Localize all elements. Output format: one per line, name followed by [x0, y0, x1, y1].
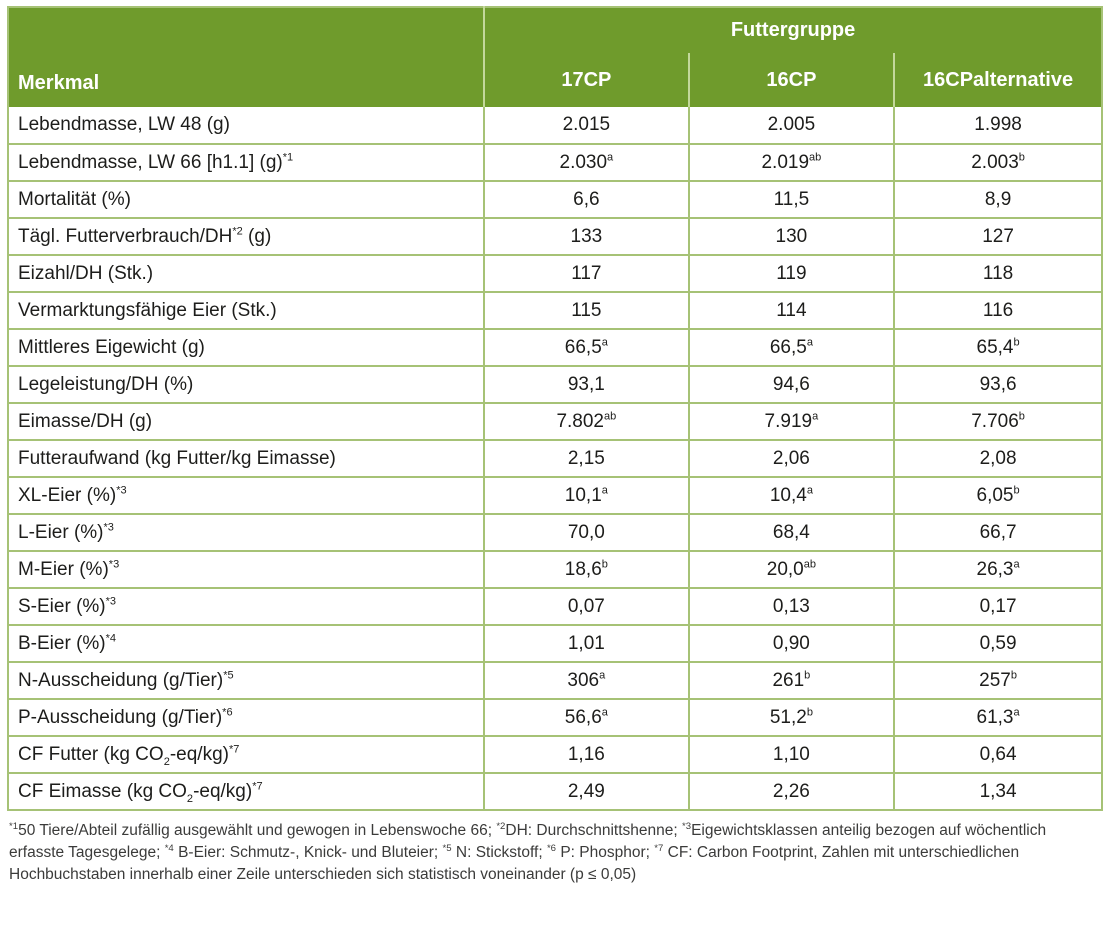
- table-row: [8, 736, 1102, 773]
- sup-segment: ab: [603, 410, 617, 423]
- cell-value: [689, 625, 895, 662]
- text-segment: 118: [982, 262, 1014, 284]
- cell-value: [689, 588, 895, 625]
- text-segment: 2,49: [567, 780, 605, 802]
- cell-value: [689, 366, 895, 403]
- table-row: [8, 625, 1102, 662]
- table-row: [8, 107, 1102, 144]
- text-segment: 66,5: [769, 336, 807, 358]
- text-segment: 2.003: [971, 151, 1019, 173]
- table-row: [8, 144, 1102, 181]
- sup-segment: a: [599, 669, 606, 682]
- text-segment: Lebendmasse, LW 66 [h1.1] (g): [18, 151, 283, 173]
- cell-value: [484, 736, 689, 773]
- row-label: [8, 551, 484, 588]
- row-label: [8, 477, 484, 514]
- text-segment: 1.998: [974, 114, 1022, 135]
- cell-value: [689, 144, 895, 181]
- table-row: [8, 514, 1102, 551]
- sup-segment: a: [601, 484, 608, 497]
- cell-value: [484, 181, 689, 218]
- text-segment: 20,0: [766, 558, 804, 580]
- text-segment: 8,9: [984, 188, 1012, 210]
- text-segment: Eigewichtsklassen anteilig bezogen auf wöchentlich erfasste Tagesgelege;: [9, 822, 1047, 861]
- table-row: [8, 218, 1102, 255]
- sup-segment: *1: [9, 820, 19, 832]
- text-segment: CF Futter (kg CO: [18, 743, 164, 765]
- cell-value: [894, 773, 1102, 810]
- cell-value: [894, 181, 1102, 218]
- text-segment: 2,26: [772, 780, 810, 802]
- text-segment: 117: [571, 262, 602, 284]
- sup-segment: b: [1018, 151, 1025, 164]
- sub-segment: 2: [186, 792, 194, 805]
- text-segment: 0,59: [979, 632, 1017, 654]
- sup-segment: *7: [228, 743, 240, 756]
- text-segment: 10,1: [564, 484, 602, 506]
- text-segment: 26,3: [976, 558, 1014, 580]
- text-segment: 66,5: [564, 336, 602, 358]
- sup-segment: a: [806, 484, 813, 497]
- row-label: [8, 736, 484, 773]
- row-label: [8, 255, 484, 292]
- text-segment: 0,90: [772, 632, 810, 654]
- cell-value: [484, 773, 689, 810]
- cell-value: [689, 292, 895, 329]
- text-segment: 2,15: [567, 447, 605, 469]
- cell-value: [894, 218, 1102, 255]
- text-segment: Mortalität (%): [18, 188, 131, 210]
- text-segment: 7.706: [971, 410, 1019, 432]
- text-segment: -eq/kg): [169, 743, 229, 765]
- text-segment: 65,4: [976, 336, 1014, 358]
- sup-segment: a: [806, 336, 813, 349]
- cell-value: [689, 662, 895, 699]
- text-segment: N: Stickstoff;: [451, 844, 547, 861]
- cell-value: [484, 699, 689, 736]
- cell-value: [894, 514, 1102, 551]
- cell-value: [484, 477, 689, 514]
- cell-value: [689, 440, 895, 477]
- text-segment: Eizahl/DH (Stk.): [18, 262, 154, 284]
- sup-segment: a: [812, 410, 819, 423]
- cell-value: [689, 403, 895, 440]
- row-label: [8, 514, 484, 551]
- sup-segment: *4: [164, 842, 174, 854]
- text-segment: 133: [570, 225, 603, 247]
- cell-value: [484, 366, 689, 403]
- table-row: [8, 773, 1102, 810]
- text-segment: 119: [776, 262, 807, 284]
- sup-segment: ab: [803, 558, 817, 571]
- text-segment: 50 Tiere/Abteil zufällig ausgewählt und gewogen in Lebenswoche 66;: [18, 822, 497, 839]
- text-segment: 1,16: [567, 743, 605, 765]
- sup-segment: *5: [442, 842, 452, 854]
- text-segment: 0,07: [567, 595, 605, 617]
- sup-segment: a: [1013, 558, 1020, 571]
- text-segment: 56,6: [564, 706, 602, 728]
- sup-segment: *3: [116, 484, 127, 497]
- sup-segment: *2: [496, 820, 506, 832]
- table-row: [8, 551, 1102, 588]
- text-segment: 127: [982, 225, 1014, 247]
- cell-value: [894, 144, 1102, 181]
- row-label: [8, 662, 484, 699]
- table-row: [8, 699, 1102, 736]
- text-segment: 1,34: [979, 780, 1017, 802]
- text-segment: 2.030: [559, 151, 608, 173]
- cell-value: [484, 588, 689, 625]
- text-segment: 1,01: [567, 632, 605, 654]
- cell-value: [894, 699, 1102, 736]
- cell-value: [894, 477, 1102, 514]
- cell-value: [484, 440, 689, 477]
- text-segment: 0,13: [772, 595, 810, 617]
- row-label: [8, 625, 484, 662]
- row-label: [8, 366, 484, 403]
- sup-segment: b: [1018, 410, 1025, 423]
- text-segment: Futteraufwand (kg Futter/kg Eimasse): [18, 447, 336, 469]
- sup-segment: *2: [232, 225, 243, 238]
- text-segment: 7.919: [764, 410, 813, 432]
- sup-segment: *7: [252, 780, 263, 793]
- cell-value: [484, 403, 689, 440]
- sub-segment: 2: [163, 755, 170, 768]
- cell-value: [894, 662, 1102, 699]
- sup-segment: *3: [682, 820, 692, 832]
- cell-value: [689, 477, 895, 514]
- text-segment: P-Ausscheidung (g/Tier): [18, 706, 223, 728]
- row-label: [8, 403, 484, 440]
- row-label: [8, 107, 484, 144]
- text-segment: N-Ausscheidung (g/Tier): [18, 669, 224, 691]
- cell-value: [894, 366, 1102, 403]
- column-header-17cp: 17CP: [484, 53, 689, 107]
- sup-segment: b: [804, 669, 811, 682]
- row-label: [8, 181, 484, 218]
- cell-value: [484, 662, 689, 699]
- table-body: [8, 107, 1102, 810]
- column-header-merkmal: Merkmal: [8, 7, 484, 107]
- text-segment: L-Eier (%): [18, 521, 104, 543]
- text-segment: 94,6: [772, 373, 810, 395]
- table-row: [8, 440, 1102, 477]
- sup-segment: b: [601, 558, 608, 571]
- text-segment: 2.005: [767, 114, 816, 135]
- text-segment: 7.802: [556, 410, 604, 432]
- text-segment: B-Eier: Schmutz-, Knick- und Bluteier;: [173, 844, 443, 861]
- text-segment: Eimasse/DH (g): [18, 410, 153, 432]
- text-segment: 61,3: [976, 706, 1014, 728]
- text-segment: 70,0: [567, 521, 605, 543]
- cell-value: [484, 625, 689, 662]
- text-segment: Mittleres Eigewicht (g): [18, 336, 205, 358]
- sup-segment: *3: [108, 558, 120, 571]
- cell-value: [689, 107, 895, 144]
- text-segment: 114: [776, 299, 807, 321]
- text-segment: 66,7: [979, 521, 1017, 543]
- text-segment: 1,10: [772, 743, 810, 765]
- text-segment: 306: [567, 669, 600, 691]
- text-segment: Lebendmasse, LW 48 (g): [18, 114, 230, 135]
- text-segment: 93,6: [979, 373, 1017, 395]
- cell-value: [894, 588, 1102, 625]
- sup-segment: *5: [223, 669, 234, 682]
- sup-segment: *7: [654, 842, 664, 854]
- sup-segment: ab: [809, 151, 822, 164]
- cell-value: [689, 773, 895, 810]
- text-segment: 2,08: [979, 447, 1017, 469]
- cell-value: [484, 144, 689, 181]
- cell-value: [689, 736, 895, 773]
- table-header: [8, 7, 1102, 107]
- cell-value: [484, 514, 689, 551]
- text-segment: B-Eier (%): [18, 632, 106, 654]
- text-segment: 6,6: [573, 188, 600, 210]
- sup-segment: a: [601, 706, 608, 719]
- table-row: [8, 662, 1102, 699]
- text-segment: XL-Eier (%): [18, 484, 117, 506]
- cell-value: [484, 551, 689, 588]
- cell-value: [894, 403, 1102, 440]
- sup-segment: *6: [546, 842, 557, 854]
- cell-value: [689, 255, 895, 292]
- text-segment: M-Eier (%): [18, 558, 109, 580]
- table-row: [8, 403, 1102, 440]
- cell-value: [894, 625, 1102, 662]
- row-label: [8, 588, 484, 625]
- sup-segment: *1: [282, 151, 294, 164]
- text-segment: S-Eier (%): [18, 595, 106, 617]
- text-segment: 2.015: [562, 114, 611, 135]
- sup-segment: b: [806, 706, 813, 719]
- text-segment: P: Phosphor;: [556, 844, 655, 861]
- footnote: [9, 820, 1101, 886]
- cell-value: [689, 699, 895, 736]
- sup-segment: *3: [105, 595, 117, 608]
- row-label: [8, 699, 484, 736]
- text-segment: 257: [979, 669, 1011, 691]
- cell-value: [484, 255, 689, 292]
- cell-value: [894, 329, 1102, 366]
- cell-value: [689, 218, 895, 255]
- row-label: [8, 292, 484, 329]
- row-label: [8, 218, 484, 255]
- sup-segment: *4: [105, 632, 117, 645]
- text-segment: Tägl. Futterverbrauch/DH: [18, 225, 233, 247]
- futtergruppe-table: [7, 6, 1103, 811]
- text-segment: 261: [772, 669, 805, 691]
- column-group-futtergruppe: Futtergruppe: [484, 7, 1102, 53]
- sup-segment: *6: [222, 706, 233, 719]
- cell-value: [894, 292, 1102, 329]
- table-row: [8, 292, 1102, 329]
- cell-value: [689, 551, 895, 588]
- sup-segment: a: [607, 151, 614, 164]
- cell-value: [894, 736, 1102, 773]
- text-segment: 51,2: [769, 706, 807, 728]
- cell-value: [689, 329, 895, 366]
- sup-segment: b: [1013, 484, 1020, 497]
- table-row: [8, 588, 1102, 625]
- text-segment: CF: Carbon Footprint, Zahlen mit unterschiedlichen Hochbuchstaben innerhalb einer Zeile unterschieden sich statistisch voneinander (p ≤ 0,05): [9, 844, 1020, 883]
- text-segment: 2,06: [772, 447, 810, 469]
- cell-value: [894, 440, 1102, 477]
- text-segment: DH: Durchschnittshenne;: [505, 822, 683, 839]
- cell-value: [484, 292, 689, 329]
- header-group-row: [8, 7, 1102, 53]
- text-segment: CF Eimasse (kg CO: [18, 780, 187, 802]
- text-segment: 130: [775, 225, 808, 247]
- table-row: [8, 477, 1102, 514]
- text-segment: 115: [571, 299, 602, 321]
- table-row: [8, 255, 1102, 292]
- cell-value: [484, 329, 689, 366]
- table-row: [8, 329, 1102, 366]
- row-label: [8, 440, 484, 477]
- cell-value: [894, 551, 1102, 588]
- text-segment: 18,6: [564, 558, 602, 580]
- cell-value: [689, 181, 895, 218]
- column-header-16cp: 16CP: [689, 53, 895, 107]
- sup-segment: *3: [103, 521, 114, 534]
- text-segment: 2.019: [761, 151, 810, 173]
- sup-segment: b: [1010, 669, 1017, 682]
- sup-segment: a: [601, 336, 608, 349]
- text-segment: 11,5: [773, 188, 810, 210]
- text-segment: 0,64: [979, 743, 1017, 765]
- text-segment: 10,4: [769, 484, 807, 506]
- row-label: [8, 329, 484, 366]
- cell-value: [894, 107, 1102, 144]
- cell-value: [484, 218, 689, 255]
- text-segment: 93,1: [567, 373, 605, 395]
- text-segment: 68,4: [772, 521, 810, 543]
- text-segment: 6,05: [976, 484, 1014, 506]
- sup-segment: a: [1013, 706, 1020, 719]
- text-segment: 0,17: [979, 595, 1017, 617]
- text-segment: -eq/kg): [193, 780, 253, 802]
- row-label: [8, 773, 484, 810]
- sup-segment: b: [1013, 336, 1020, 349]
- cell-value: [484, 107, 689, 144]
- text-segment: Legeleistung/DH (%): [18, 373, 194, 395]
- column-header-16cpalternative: 16CPalternative: [894, 53, 1102, 107]
- table-row: [8, 181, 1102, 218]
- table-row: [8, 366, 1102, 403]
- row-label: [8, 144, 484, 181]
- cell-value: [689, 514, 895, 551]
- text-segment: (g): [242, 225, 272, 247]
- text-segment: 116: [982, 299, 1014, 321]
- text-segment: Vermarktungsfähige Eier (Stk.): [18, 299, 277, 321]
- cell-value: [894, 255, 1102, 292]
